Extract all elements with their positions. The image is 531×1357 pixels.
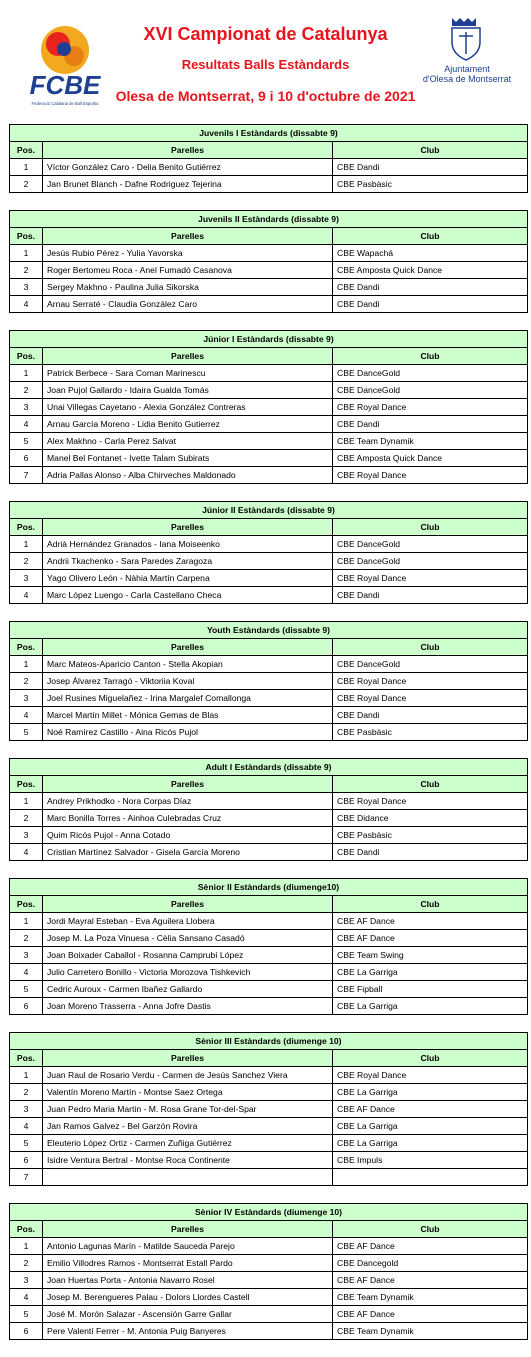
results-table (9, 330, 528, 484)
position-cell: 3 (10, 947, 43, 964)
category-title: Juvenils I Estàndards (dissabte 9) (10, 125, 528, 142)
club-cell: CBE AF Dance (333, 1238, 528, 1255)
couple-cell: Yago Olivero León - Nàhia Martín Carpena (43, 570, 333, 587)
couple-cell: Jesús Rubio Pérez - Yulia Yavorska (43, 245, 333, 262)
table-row (10, 964, 528, 981)
column-header-row (10, 1050, 528, 1067)
position-cell: 4 (10, 707, 43, 724)
position-cell: 3 (10, 399, 43, 416)
table-row (10, 1169, 528, 1186)
club-cell: CBE La Garriga (333, 1084, 528, 1101)
position-cell: 3 (10, 690, 43, 707)
category-title: Youth Estàndards (dissabte 9) (10, 622, 528, 639)
page-title: XVI Campionat de Catalunya (143, 24, 388, 44)
column-header-pos: Pos. (10, 142, 43, 159)
fcbe-logo (20, 14, 110, 109)
column-header-club: Club (333, 519, 528, 536)
position-cell: 4 (10, 964, 43, 981)
club-cell: CBE DanceGold (333, 365, 528, 382)
club-cell (333, 1169, 528, 1186)
category-title: Sènior IV Estàndards (diumenge 10) (10, 1204, 528, 1221)
position-cell: 2 (10, 810, 43, 827)
club-cell: CBE Royal Dance (333, 570, 528, 587)
position-cell: 1 (10, 793, 43, 810)
position-cell: 2 (10, 382, 43, 399)
position-cell: 4 (10, 296, 43, 313)
table-row (10, 1118, 528, 1135)
position-cell: 2 (10, 1084, 43, 1101)
position-cell: 4 (10, 587, 43, 604)
club-cell: CBE Dancegold (333, 1255, 528, 1272)
couple-cell: Cristian Martínez Salvador - Gisela García Moreno (43, 844, 333, 861)
couple-cell: Jordi Mayral Esteban - Eva Aguilera Llobera (43, 913, 333, 930)
position-cell: 1 (10, 1067, 43, 1084)
position-cell: 5 (10, 433, 43, 450)
table-row (10, 365, 528, 382)
table-row (10, 1289, 528, 1306)
position-cell: 3 (10, 827, 43, 844)
couple-cell: Adrià Hernández Granados - Iana Moiseenko (43, 536, 333, 553)
couple-cell: Jan Brunet Blanch - Dafne Rodriguez Tejerina (43, 176, 333, 193)
position-cell: 6 (10, 998, 43, 1015)
column-header-pairs: Parelles (43, 142, 333, 159)
column-header-row (10, 519, 528, 536)
table-row (10, 1152, 528, 1169)
position-cell: 6 (10, 450, 43, 467)
club-cell: CBE Dandi (333, 844, 528, 861)
position-cell: 4 (10, 1289, 43, 1306)
column-header-club: Club (333, 348, 528, 365)
table-row (10, 382, 528, 399)
position-cell: 3 (10, 279, 43, 296)
column-header-pairs: Parelles (43, 776, 333, 793)
column-header-pairs: Parelles (43, 1050, 333, 1067)
position-cell: 7 (10, 467, 43, 484)
table-row (10, 673, 528, 690)
table-row (10, 844, 528, 861)
table-row (10, 570, 528, 587)
club-cell: CBE Amposta Quick Dance (333, 450, 528, 467)
column-header-pairs: Parelles (43, 228, 333, 245)
table-row (10, 296, 528, 313)
column-header-pos: Pos. (10, 1050, 43, 1067)
column-header-pairs: Parelles (43, 639, 333, 656)
column-header-pos: Pos. (10, 348, 43, 365)
table-row (10, 1306, 528, 1323)
club-cell: CBE Team Dynamik (333, 433, 528, 450)
position-cell: 6 (10, 1323, 43, 1340)
club-cell: CBE Pasbàsic (333, 827, 528, 844)
results-table (9, 1203, 528, 1340)
table-row (10, 553, 528, 570)
club-cell: CBE DanceGold (333, 656, 528, 673)
position-cell: 4 (10, 416, 43, 433)
column-header-club: Club (333, 228, 528, 245)
couple-cell: Joel Rusines Miguelañez - Irina Margalef Comallonga (43, 690, 333, 707)
results-table (9, 878, 528, 1015)
ajuntament-logo-line2: d'Olesa de Montserrat (422, 74, 512, 84)
table-row (10, 827, 528, 844)
column-header-pairs: Parelles (43, 896, 333, 913)
position-cell: 3 (10, 1272, 43, 1289)
table-row (10, 1255, 528, 1272)
couple-cell: Eleuterio López Ortiz - Carmen Zuñiga Gutiérrez (43, 1135, 333, 1152)
position-cell: 2 (10, 262, 43, 279)
table-row (10, 947, 528, 964)
club-cell: CBE AF Dance (333, 930, 528, 947)
club-cell: CBE Dandi (333, 416, 528, 433)
coat-of-arms-icon (452, 18, 480, 60)
table-row (10, 1101, 528, 1118)
table-row (10, 1272, 528, 1289)
column-header-pairs: Parelles (43, 348, 333, 365)
club-cell: CBE Dandi (333, 279, 528, 296)
category-title: Júnior I Estàndards (dissabte 9) (10, 331, 528, 348)
couple-cell: Juan Pedro Maria Martin - M. Rosa Grane Tor-del-Spar (43, 1101, 333, 1118)
position-cell: 1 (10, 536, 43, 553)
results-table (9, 210, 528, 313)
position-cell: 1 (10, 656, 43, 673)
table-row (10, 1135, 528, 1152)
column-header-pos: Pos. (10, 1221, 43, 1238)
table-row (10, 399, 528, 416)
position-cell: 1 (10, 245, 43, 262)
couple-cell: Unai Villegas Cayetano - Alexia González Contreras (43, 399, 333, 416)
table-row (10, 536, 528, 553)
event-location-date: Olesa de Montserrat, 9 i 10 d'octubre de 2021 (115, 88, 416, 104)
category-title: Sènior III Estàndards (diumenge 10) (10, 1033, 528, 1050)
couple-cell: Joan Pujol Gallardo - Idaira Gualda Tomás (43, 382, 333, 399)
club-cell: CBE Team Swing (333, 947, 528, 964)
position-cell: 6 (10, 1152, 43, 1169)
couple-cell: Marc Bonilla Torres - Ainhoa Culebradas Cruz (43, 810, 333, 827)
table-row (10, 707, 528, 724)
table-row (10, 1084, 528, 1101)
position-cell: 5 (10, 1135, 43, 1152)
position-cell: 7 (10, 1169, 43, 1186)
club-cell: CBE Didance (333, 810, 528, 827)
couple-cell: Cedric Auroux - Carmen Ibañez Gallardo (43, 981, 333, 998)
club-cell: CBE AF Dance (333, 1101, 528, 1118)
column-header-pos: Pos. (10, 228, 43, 245)
column-header-club: Club (333, 1050, 528, 1067)
couple-cell (43, 1169, 333, 1186)
position-cell: 2 (10, 1255, 43, 1272)
page-subtitle: Resultats Balls Estàndards (181, 57, 350, 72)
table-row (10, 724, 528, 741)
column-header-pos: Pos. (10, 519, 43, 536)
category-title: Juvenils II Estàndards (dissabte 9) (10, 211, 528, 228)
couple-cell: Adria Pallas Alonso - Alba Chirveches Maldonado (43, 467, 333, 484)
club-cell: CBE DanceGold (333, 536, 528, 553)
page-header (0, 0, 531, 120)
position-cell: 2 (10, 930, 43, 947)
couple-cell: José M. Morón Salazar - Ascensión Garre Gallar (43, 1306, 333, 1323)
table-row (10, 998, 528, 1015)
position-cell: 5 (10, 724, 43, 741)
club-cell: CBE Pasbàsic (333, 176, 528, 193)
couple-cell: Julio Carretero Bonillo - Victoria Morozova Tishkevich (43, 964, 333, 981)
couple-cell: Antonio Lagunas Marín - Matilde Sauceda Parejo (43, 1238, 333, 1255)
club-cell: CBE AF Dance (333, 1306, 528, 1323)
position-cell: 3 (10, 570, 43, 587)
club-cell: CBE Team Dynamik (333, 1289, 528, 1306)
table-row (10, 981, 528, 998)
couple-cell: Marc Mateos-Aparicio Canton - Stella Akopian (43, 656, 333, 673)
table-row (10, 656, 528, 673)
table-row (10, 279, 528, 296)
table-row (10, 1323, 528, 1340)
couple-cell: Valentín Moreno Martín - Montse Saez Ortega (43, 1084, 333, 1101)
couple-cell: Patrick Berbece - Sara Coman Marinescu (43, 365, 333, 382)
table-row (10, 793, 528, 810)
position-cell: 2 (10, 673, 43, 690)
couple-cell: Joan Boixader Caballol - Rosanna Camprubí López (43, 947, 333, 964)
column-header-pairs: Parelles (43, 1221, 333, 1238)
column-header-club: Club (333, 776, 528, 793)
couple-cell: Juan Raul de Rosario Verdu - Carmen de Jesús Sanchez Viera (43, 1067, 333, 1084)
club-cell: CBE Wapachá (333, 245, 528, 262)
results-table (9, 758, 528, 861)
column-header-row (10, 896, 528, 913)
table-row (10, 930, 528, 947)
results-list (9, 124, 528, 1357)
club-cell: CBE La Garriga (333, 998, 528, 1015)
position-cell: 4 (10, 844, 43, 861)
club-cell: CBE La Garriga (333, 1118, 528, 1135)
couple-cell: Andrii Tkachenko - Sara Paredes Zaragoza (43, 553, 333, 570)
table-row (10, 416, 528, 433)
table-row (10, 176, 528, 193)
couple-cell: Josep Álvarez Tarragó - Viktoriia Koval (43, 673, 333, 690)
couple-cell: Quim Ricós Pujol - Anna Cotado (43, 827, 333, 844)
table-row (10, 433, 528, 450)
category-title: Sènior II Estàndards (diumenge10) (10, 879, 528, 896)
club-cell: CBE DanceGold (333, 382, 528, 399)
fcbe-logo-text: FCBE (29, 70, 101, 100)
table-row (10, 1067, 528, 1084)
couple-cell: Marc López Luengo - Carla Castellano Checa (43, 587, 333, 604)
column-header-row (10, 142, 528, 159)
club-cell: CBE La Garriga (333, 964, 528, 981)
column-header-row (10, 1221, 528, 1238)
table-row (10, 690, 528, 707)
position-cell: 1 (10, 365, 43, 382)
club-cell: CBE Impuls (333, 1152, 528, 1169)
position-cell: 2 (10, 176, 43, 193)
position-cell: 3 (10, 1101, 43, 1118)
table-row (10, 159, 528, 176)
couple-cell: Emilio Villodres Ramos - Montserrat Estall Pardo (43, 1255, 333, 1272)
couple-cell: Víctor González Caro - Delia Benito Gutiérrez (43, 159, 333, 176)
table-row (10, 810, 528, 827)
ajuntament-logo (412, 14, 522, 84)
category-title: Adult I Estàndards (dissabte 9) (10, 759, 528, 776)
couple-cell: Arnau García Moreno - Lidia Benito Gutierrez (43, 416, 333, 433)
column-header-pos: Pos. (10, 639, 43, 656)
club-cell: CBE AF Dance (333, 1272, 528, 1289)
column-header-pos: Pos. (10, 896, 43, 913)
column-header-club: Club (333, 1221, 528, 1238)
couple-cell: Isidre Ventura Bertral - Montse Roca Continente (43, 1152, 333, 1169)
club-cell: CBE Dandi (333, 159, 528, 176)
club-cell: CBE La Garriga (333, 1135, 528, 1152)
table-row (10, 1238, 528, 1255)
couple-cell: Josep M. Berengueres Palau - Dolors Llordes Castell (43, 1289, 333, 1306)
column-header-club: Club (333, 639, 528, 656)
column-header-pos: Pos. (10, 776, 43, 793)
table-row (10, 467, 528, 484)
results-table (9, 1032, 528, 1186)
category-title: Júnior II Estàndards (dissabte 9) (10, 502, 528, 519)
club-cell: CBE Amposta Quick Dance (333, 262, 528, 279)
club-cell: CBE Royal Dance (333, 673, 528, 690)
column-header-row (10, 348, 528, 365)
couple-cell: Joan Moreno Trasserra - Anna Jofre Dastis (43, 998, 333, 1015)
table-row (10, 913, 528, 930)
club-cell: CBE Fipball (333, 981, 528, 998)
table-row (10, 245, 528, 262)
club-cell: CBE DanceGold (333, 553, 528, 570)
position-cell: 5 (10, 981, 43, 998)
couple-cell: Joan Huertas Porta - Antonia Navarro Rosel (43, 1272, 333, 1289)
column-header-club: Club (333, 896, 528, 913)
couple-cell: Marcel Martín Millet - Mónica Gemas de Blas (43, 707, 333, 724)
couple-cell: Alex Makhno - Carla Perez Salvat (43, 433, 333, 450)
club-cell: CBE Royal Dance (333, 690, 528, 707)
table-row (10, 450, 528, 467)
position-cell: 4 (10, 1118, 43, 1135)
position-cell: 5 (10, 1306, 43, 1323)
club-cell: CBE Royal Dance (333, 793, 528, 810)
position-cell: 1 (10, 1238, 43, 1255)
club-cell: CBE Royal Dance (333, 467, 528, 484)
couple-cell: Jan Ramos Galvez - Bel Garzón Rovira (43, 1118, 333, 1135)
position-cell: 1 (10, 159, 43, 176)
couple-cell: Andrey Prikhodko - Nora Corpas Díaz (43, 793, 333, 810)
couple-cell: Roger Bertomeu Roca - Anel Fumadó Casanova (43, 262, 333, 279)
column-header-club: Club (333, 142, 528, 159)
couple-cell: Manel Bel Fontanet - Ivette Talam Subirats (43, 450, 333, 467)
club-cell: CBE AF Dance (333, 913, 528, 930)
club-cell: CBE Pasbàsic (333, 724, 528, 741)
position-cell: 2 (10, 553, 43, 570)
couple-cell: Pere Valentí Ferrer - M. Antonia Puig Banyeres (43, 1323, 333, 1340)
ajuntament-logo-line1: Ajuntament (444, 64, 490, 74)
couple-cell: Josep M. La Poza Vinuesa - Cèlia Sansano Casadó (43, 930, 333, 947)
table-row (10, 587, 528, 604)
club-cell: CBE Dandi (333, 707, 528, 724)
couple-cell: Sergey Makhno - Paulina Julia Sikorska (43, 279, 333, 296)
column-header-pairs: Parelles (43, 519, 333, 536)
column-header-row (10, 228, 528, 245)
position-cell: 1 (10, 913, 43, 930)
results-table (9, 621, 528, 741)
club-cell: CBE Dandi (333, 296, 528, 313)
club-cell: CBE Dandi (333, 587, 528, 604)
club-cell: CBE Team Dynamik (333, 1323, 528, 1340)
results-table (9, 124, 528, 193)
couple-cell: Noé Ramírez Castillo - Aina Ricós Pujol (43, 724, 333, 741)
results-table (9, 501, 528, 604)
column-header-row (10, 639, 528, 656)
column-header-row (10, 776, 528, 793)
club-cell: CBE Royal Dance (333, 399, 528, 416)
couple-cell: Arnau Serraté - Claudia González Caro (43, 296, 333, 313)
club-cell: CBE Royal Dance (333, 1067, 528, 1084)
fcbe-logo-tagline: Federació Catalana de Ball Esportiu (31, 101, 99, 106)
table-row (10, 262, 528, 279)
